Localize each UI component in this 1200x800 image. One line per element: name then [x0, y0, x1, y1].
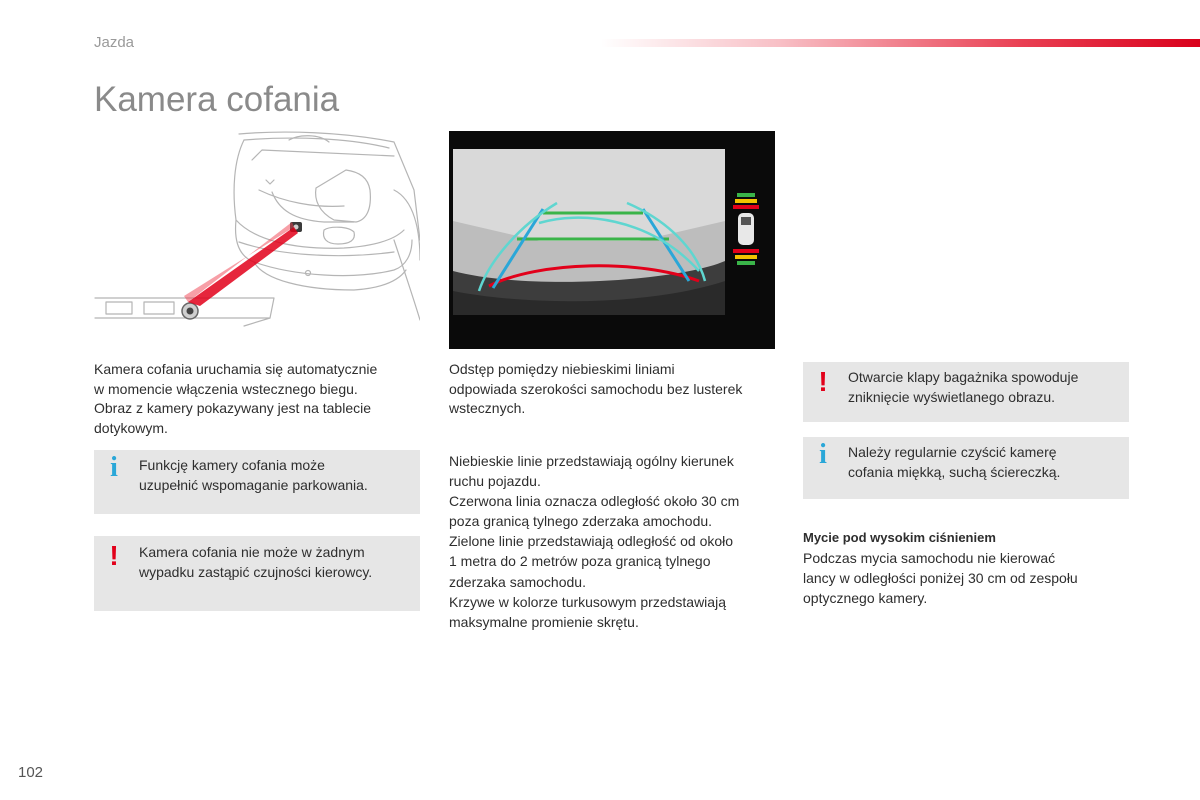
page-number: 102 [18, 764, 44, 781]
pressure-washing-section: Mycie pod wysokim ciśnieniem Podczas mycia samochodu nie kierować lancy w odległości poniżej 30 cm od zespołu optycznego kamery. [803, 530, 1078, 606]
warning-box-driver-attention: ! Kamera cofania nie może w żadnym wypadku zastąpić czujności kierowcy. [94, 536, 420, 611]
rear-camera-display-illustration [449, 131, 775, 349]
info-box-parking-assist: i Funkcję kamery cofania może uzupełnić wspomaganie parkowania. [94, 450, 420, 514]
warning-icon: ! [109, 540, 119, 571]
info-icon: i [110, 452, 118, 483]
warning-box-tailgate: ! Otwarcie klapy bagażnika spowoduje zniknięcie wyświetlanego obrazu. [803, 362, 1129, 422]
guide-lines-description: Niebieskie linie przedstawiają ogólny kierunek ruchu pojazdu. Czerwona linia oznacza odległość około 30 cm poza granicą tylnego zderzaka amochodu. Zielone linie przedstawiają odległość od około 1 metra do 2 metrów poza granicą tylnego zderzaka samochodu. Krzywe w kolorze turkusowym przedstawiają maksymalne promienie skrętu. [449, 453, 740, 630]
section-label: Jazda [94, 34, 135, 51]
car-rear-camera-illustration [94, 130, 420, 330]
page-title: Kamera cofania [94, 80, 340, 119]
info-box-camera-cleaning: i Należy regularnie czyścić kamerę cofania miękką, suchą ściereczką. [803, 437, 1129, 499]
blue-lines-width-paragraph: Odstęp pomiędzy niebieskimi liniami odpowiada szerokości samochodu bez lusterek wstecznych. [449, 361, 743, 416]
header-accent-bar [600, 39, 1200, 47]
warning-icon: ! [818, 366, 828, 397]
intro-paragraph: Kamera cofania uruchamia się automatycznie w momencie włączenia wstecznego biegu. Obraz z kamery pokazywany jest na tablecie dotykowym. [94, 361, 378, 436]
info-icon: i [819, 439, 827, 470]
pressure-washing-heading: Mycie pod wysokim ciśnieniem [803, 530, 996, 545]
